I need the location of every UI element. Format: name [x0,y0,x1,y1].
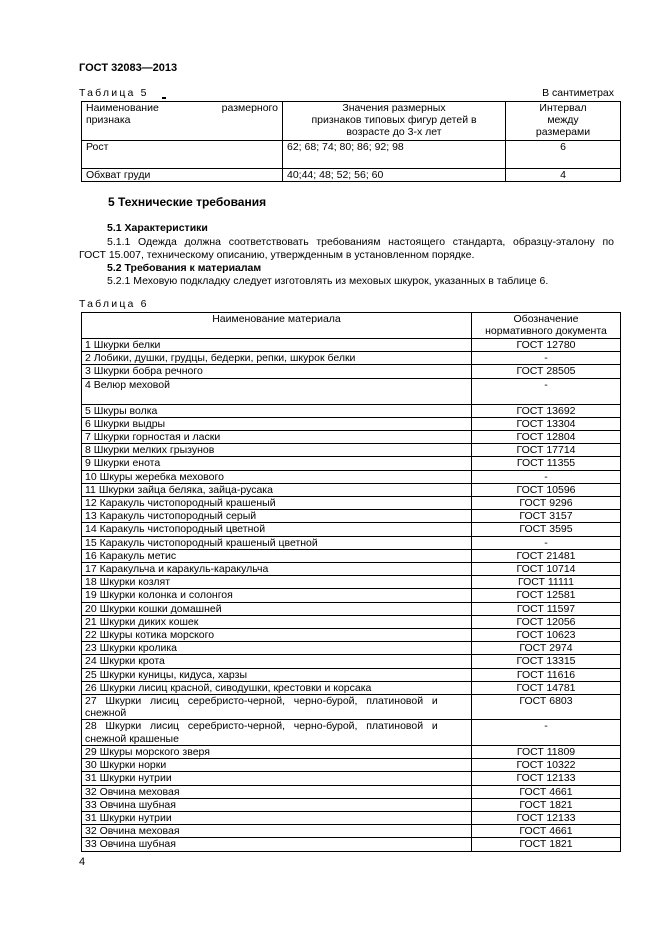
standard-doc-cell: ГОСТ 10596 [472,483,621,496]
section-title: 5 Технические требования [108,195,267,209]
material-name-cell: 31 Шкурки нутрии [82,772,472,785]
material-name-cell: 24 Шкурки крота [82,655,472,668]
table5-cell-values: 62; 68; 74; 80; 86; 92; 98 [283,141,506,169]
material-name-cell: 12 Каракуль чистопородный крашеный [82,497,472,510]
material-name-cell: 7 Шкурки горностая и ласки [82,431,472,444]
table-row [82,589,621,602]
standard-doc-cell: ГОСТ 13304 [472,417,621,430]
table-row [82,668,621,681]
table5-head-name [82,102,283,141]
document-header: ГОСТ 32083—2013 [79,62,178,74]
standard-doc-cell: ГОСТ 11616 [472,668,621,681]
table6-caption: Таблица 6 [79,298,149,310]
material-name-cell: 9 Шкурки енота [82,457,472,470]
table5-head-name-line2: признака [86,114,131,126]
table-row [82,772,621,785]
paragraph-5-1-1-line1: 5.1.1 Одежда должна соответствовать требованиям настоящего стандарта, образцу-эталону по [107,236,614,248]
table-row [82,785,621,798]
standard-doc-cell: - [472,720,621,745]
table5-head-values [283,102,506,141]
material-name-cell: 18 Шкурки козлят [82,576,472,589]
table-row [82,378,621,404]
material-name-cell: 16 Каракуль метис [82,549,472,562]
table5-head-name-left: Наименование [86,102,159,114]
table-row [82,655,621,668]
table-row [82,523,621,536]
table5-cell-interval: 6 [506,141,621,169]
material-name-cell [82,720,472,745]
standard-doc-cell: ГОСТ 2974 [472,642,621,655]
table5-head-interval-line: размерами [535,126,591,138]
standard-doc-cell: ГОСТ 12056 [472,615,621,628]
table-row [82,352,621,365]
material-name-cell: 21 Шкурки диких кошек [82,615,472,628]
material-name-cell: 22 Шкуры котика морского [82,629,472,642]
table-row [82,365,621,378]
table-row [82,483,621,496]
table-row [82,510,621,523]
standard-doc-cell: - [472,378,621,404]
table-row [82,798,621,811]
standard-doc-cell: ГОСТ 10623 [472,629,621,642]
table-row [82,141,621,169]
material-name-cell: 32 Овчина меховая [82,785,472,798]
material-name-cell: 20 Шкурки кошки домашней [82,602,472,615]
table6-head-name: Наименование материала [82,313,472,339]
table5-head-name-right: размерного [221,102,278,114]
table5-caption: Таблица 5 [79,87,149,99]
material-name-cell: 6 Шкурки выдры [82,417,472,430]
table5-head-values-line: возрасте до 3-х лет [346,126,442,138]
standard-doc-cell: ГОСТ 4661 [472,825,621,838]
material-name-line: снежной [85,707,127,720]
table-row [82,497,621,510]
material-name-cell: 31 Шкурки нутрии [82,811,472,824]
table5-cell-values: 40;44; 48; 52; 56; 60 [283,169,506,182]
table5-head-interval-line: Интервал [539,102,587,114]
standard-doc-cell: ГОСТ 12133 [472,811,621,824]
table5-cell-interval: 4 [506,169,621,182]
material-name-cell: 14 Каракуль чистопородный цветной [82,523,472,536]
table-row [82,811,621,824]
paragraph-5-1-1-line2: ГОСТ 15.007, техническому описанию, утвержденным в установленном порядке. [79,249,475,261]
table-row [82,681,621,694]
table-row [82,720,621,745]
subsection-title-materials: 5.2 Требования к материалам [107,262,262,274]
table-row [82,745,621,758]
standard-doc-cell: ГОСТ 21481 [472,549,621,562]
table5 [81,101,621,182]
standard-doc-cell: ГОСТ 12780 [472,339,621,352]
material-name-cell: 2 Лобики, душки, грудцы, бедерки, репки, шкурок белки [82,352,472,365]
table6 [81,312,621,852]
table-row [82,576,621,589]
material-name-cell: 11 Шкурки зайца беляка, зайца-русака [82,483,472,496]
standard-doc-cell: ГОСТ 3157 [472,510,621,523]
standard-doc-cell: - [472,352,621,365]
material-name-line: 27 Шкурки лисиц серебристо-черной, черно-бурой, платиновой и [85,695,438,708]
standard-doc-cell: ГОСТ 17714 [472,444,621,457]
material-name-cell: 32 Овчина меховая [82,825,472,838]
table5-head-values-line: Значения размерных [342,102,446,114]
material-name-cell: 15 Каракуль чистопородный крашеный цветной [82,536,472,549]
page-number: 4 [79,856,86,868]
table-row [82,431,621,444]
standard-doc-cell: ГОСТ 3595 [472,523,621,536]
material-name-cell: 13 Каракуль чистопородный серый [82,510,472,523]
standard-doc-cell: ГОСТ 11809 [472,745,621,758]
material-name-cell: 19 Шкурки колонка и солонгоя [82,589,472,602]
table-row [82,563,621,576]
table-row [82,444,621,457]
material-name-cell: 30 Шкурки норки [82,759,472,772]
table-row [82,169,621,182]
material-name-cell: 5 Шкуры волка [82,404,472,417]
material-name-cell: 8 Шкурки мелких грызунов [82,444,472,457]
material-name-cell: 29 Шкуры морского зверя [82,745,472,758]
standard-doc-cell: ГОСТ 1821 [472,838,621,851]
material-name-cell: 1 Шкурки белки [82,339,472,352]
table5-cell-name: Рост [82,141,283,169]
table6-head-doc-line: Обозначение [513,313,579,325]
table6-header-row [82,313,621,339]
table-row [82,470,621,483]
table-row [82,536,621,549]
material-name-cell: 26 Шкурки лисиц красной, сиводушки, крестовки и корсака [82,681,472,694]
standard-doc-cell: ГОСТ 11355 [472,457,621,470]
material-name-cell: 4 Велюр меховой [82,378,472,404]
table-row [82,602,621,615]
material-name-cell: 17 Каракульча и каракуль-каракульча [82,563,472,576]
standard-doc-cell: ГОСТ 10714 [472,563,621,576]
table5-head-interval [506,102,621,141]
material-name-cell: 33 Овчина шубная [82,838,472,851]
material-name-cell: 33 Овчина шубная [82,798,472,811]
paragraph-5-2-1: 5.2.1 Меховую подкладку следует изготовлять из меховых шкурок, указанных в таблице 6. [107,275,549,287]
table6-head-doc [472,313,621,339]
table-row [82,339,621,352]
standard-doc-cell: ГОСТ 12133 [472,772,621,785]
standard-doc-cell: ГОСТ 11597 [472,602,621,615]
table-row [82,838,621,851]
caption-mark [162,97,166,99]
standard-doc-cell: ГОСТ 4661 [472,785,621,798]
table-row [82,642,621,655]
standard-doc-cell: - [472,470,621,483]
table5-head-interval-line: между [547,114,579,126]
table5-header-row [82,102,621,141]
table-row [82,629,621,642]
material-name-cell: 25 Шкурки куницы, кидуса, харзы [82,668,472,681]
standard-doc-cell: ГОСТ 6803 [472,695,621,720]
table-row [82,404,621,417]
material-name-cell: 10 Шкуры жеребка мехового [82,470,472,483]
subsection-title-characteristics: 5.1 Характеристики [107,222,208,234]
standard-doc-cell: ГОСТ 9296 [472,497,621,510]
standard-doc-cell: ГОСТ 13692 [472,404,621,417]
material-name-cell: 3 Шкурки бобра речного [82,365,472,378]
material-name-line: снежной крашеные [85,732,179,745]
table5-head-values-line: признаков типовых фигур детей в [311,114,477,126]
table-row [82,457,621,470]
table-row [82,695,621,720]
table-row [82,759,621,772]
table5-cell-name: Обхват груди [82,169,283,182]
standard-doc-cell: ГОСТ 12581 [472,589,621,602]
standard-doc-cell: - [472,536,621,549]
table-row [82,615,621,628]
table5-units: В сантиметрах [542,87,614,99]
material-name-cell: 23 Шкурки кролика [82,642,472,655]
table-row [82,825,621,838]
standard-doc-cell: ГОСТ 13315 [472,655,621,668]
standard-doc-cell: ГОСТ 1821 [472,798,621,811]
standard-doc-cell: ГОСТ 10322 [472,759,621,772]
table6-head-doc-line: нормативного документа [485,325,607,338]
material-name-cell [82,695,472,720]
standard-doc-cell: ГОСТ 12804 [472,431,621,444]
standard-doc-cell: ГОСТ 14781 [472,681,621,694]
material-name-line: 28 Шкурки лисиц серебристо-черной, черно-бурой, платиновой и [85,720,438,733]
table-row [82,549,621,562]
standard-doc-cell: ГОСТ 28505 [472,365,621,378]
table-row [82,417,621,430]
standard-doc-cell: ГОСТ 11111 [472,576,621,589]
